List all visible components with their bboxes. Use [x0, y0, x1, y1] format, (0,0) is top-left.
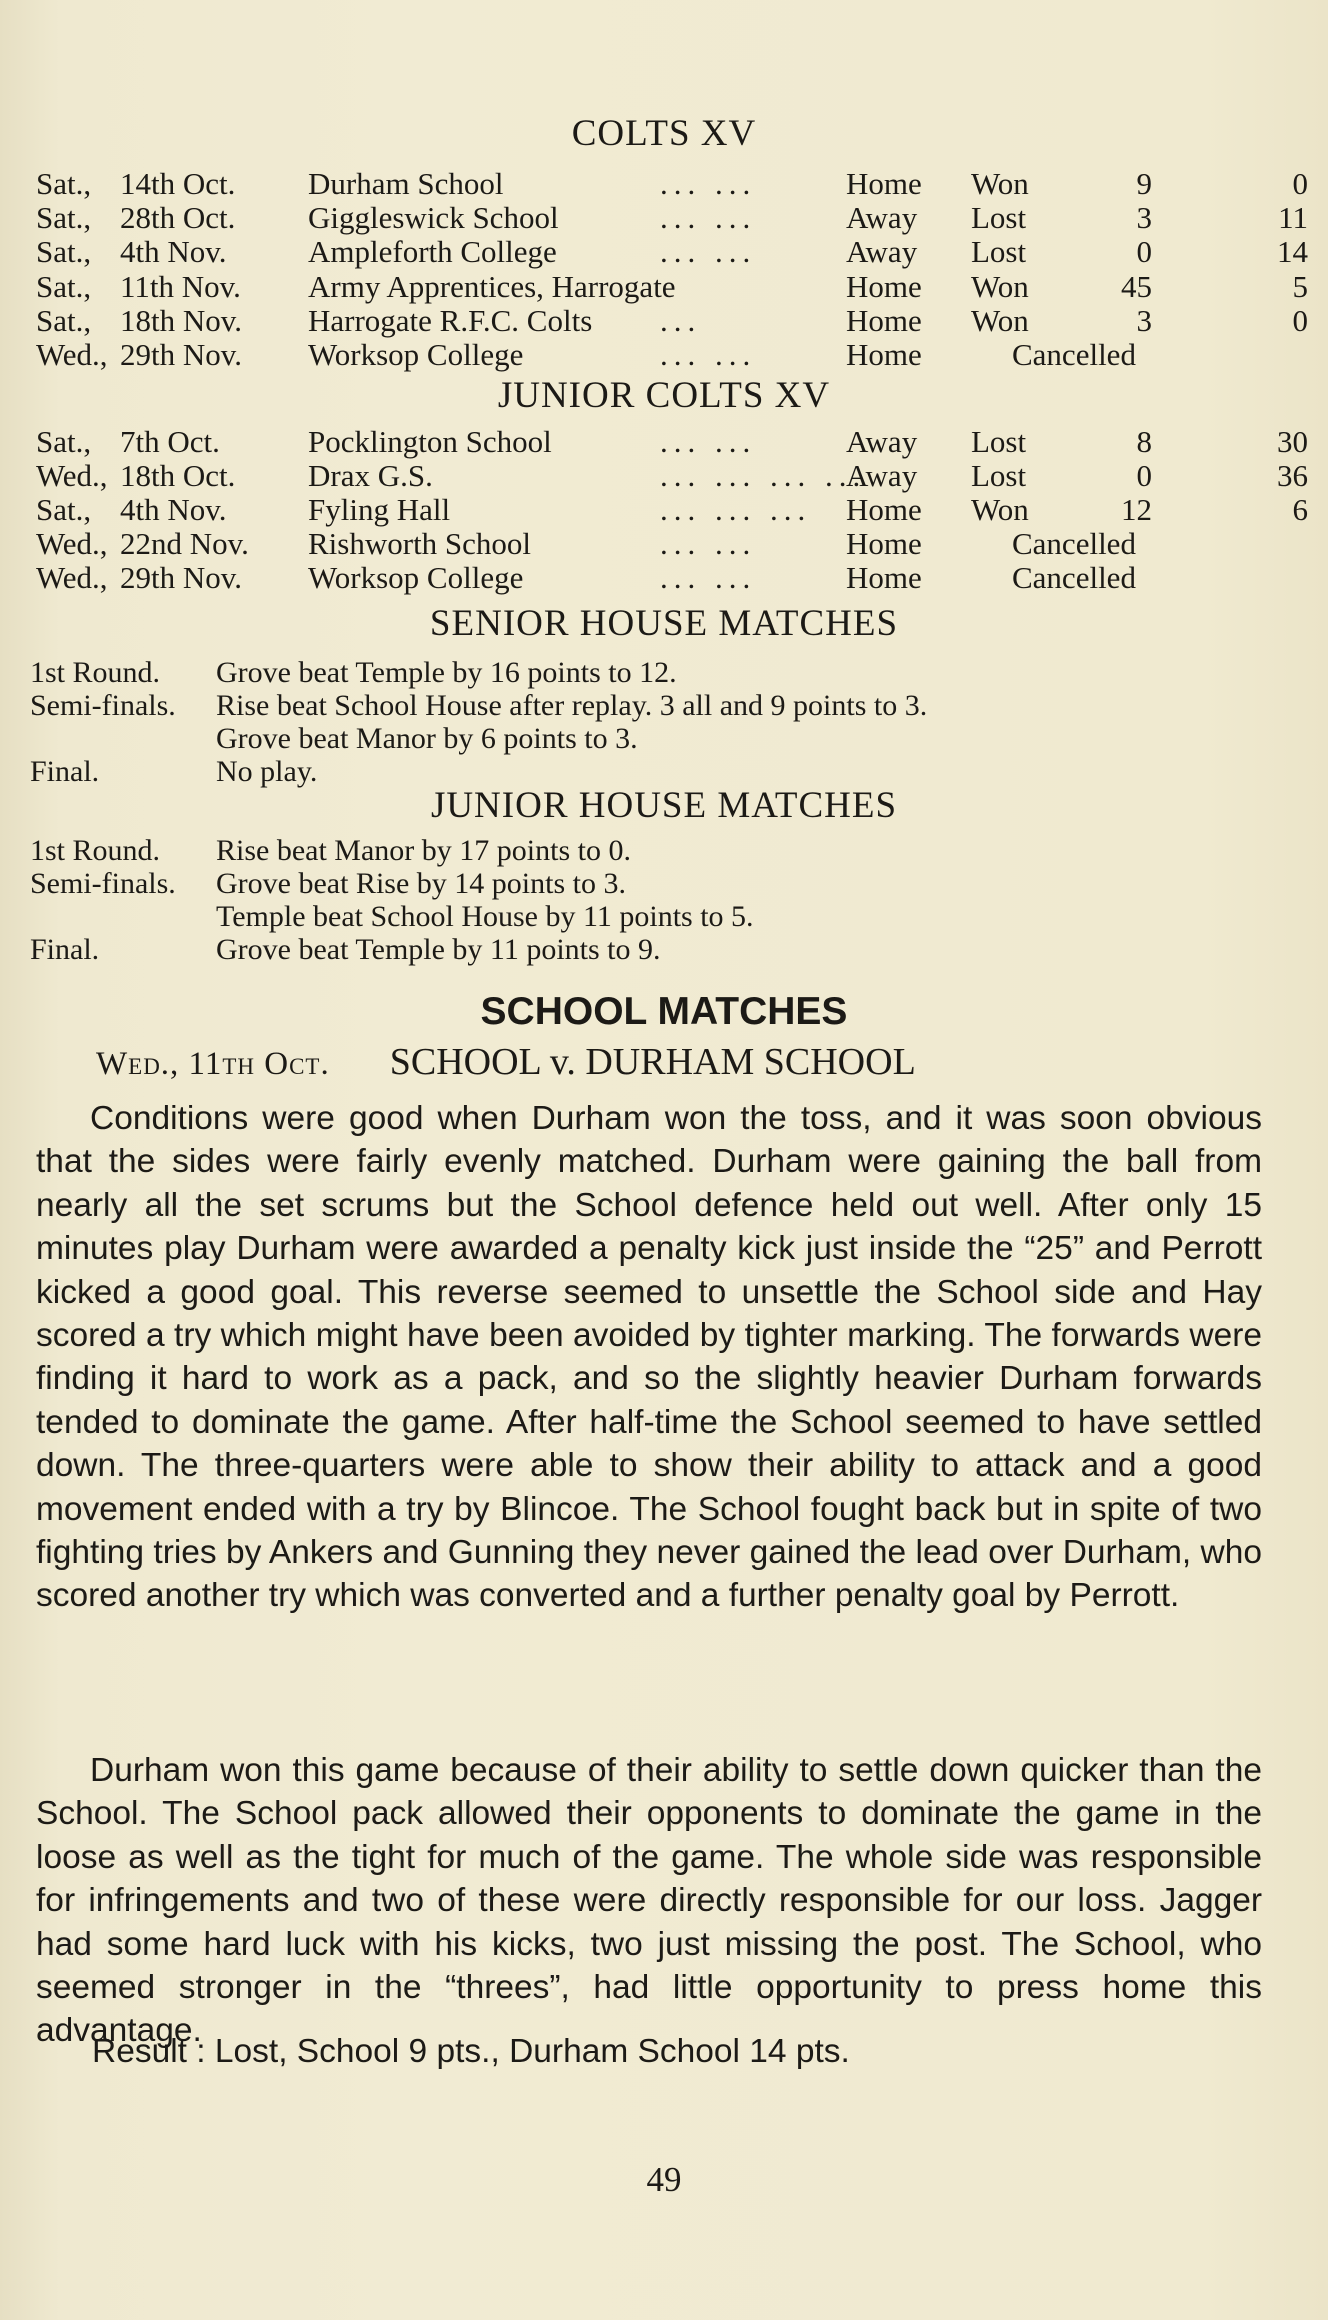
fixture-day: Sat.,: [36, 424, 92, 459]
fixture-leader-dots: ...: [660, 302, 702, 338]
fixture-row: [0, 166, 1328, 202]
fixture-date: 11th Nov.: [120, 268, 241, 304]
fixture-leader-dots: ... ...: [660, 424, 757, 459]
fixture-venue: Away: [846, 234, 918, 270]
fixture-points-against: 11: [1278, 200, 1308, 236]
fixture-row: [0, 269, 1328, 305]
fixture-venue: Home: [846, 268, 922, 304]
fixture-date: 18th Nov.: [120, 302, 242, 338]
fixture-date: 18th Oct.: [120, 458, 236, 493]
fixture-result: Lost: [971, 200, 1027, 236]
fixture-row: [0, 492, 1328, 528]
fixture-venue: Home: [846, 302, 922, 338]
fixture-points-for: 3: [1136, 302, 1152, 338]
fixture-row: [0, 234, 1328, 270]
fixture-points-for: 12: [1121, 492, 1152, 527]
fixture-points-against: 6: [1292, 492, 1308, 527]
fixture-opponent: Pocklington School: [308, 424, 552, 459]
round-label: Final.: [30, 933, 100, 966]
fixture-points-against: 0: [1292, 302, 1308, 338]
senior-house-heading: SENIOR HOUSE MATCHES: [429, 603, 899, 644]
fixture-day: Sat.,: [36, 234, 92, 270]
fixture-day: Wed.,: [36, 458, 108, 493]
fixture-result: Won: [971, 302, 1029, 338]
colts-heading: COLTS XV: [571, 113, 757, 154]
fixture-date: 4th Nov.: [120, 492, 227, 527]
fixture-result: Won: [971, 492, 1029, 527]
fixture-venue: Home: [846, 166, 922, 201]
fixture-opponent: Ampleforth College: [308, 234, 557, 270]
round-label: 1st Round.: [30, 656, 161, 689]
fixture-points-against: 36: [1277, 458, 1308, 493]
fixture-date: 29th Nov.: [120, 560, 242, 595]
fixture-day: Sat.,: [36, 492, 92, 527]
fixture-day: Sat.,: [36, 268, 92, 304]
match-header: [96, 1040, 916, 1084]
fixture-date: 14th Oct.: [120, 166, 236, 201]
match-date: Wed., 11th Oct.: [96, 1046, 330, 1082]
fixture-opponent: Giggleswick School: [308, 200, 559, 236]
fixture-opponent: Drax G.S.: [308, 458, 433, 493]
fixture-row: [0, 337, 1328, 373]
fixture-leader-dots: ... ...: [660, 166, 757, 201]
round-label: Semi-finals.: [30, 689, 176, 722]
fixture-leader-dots: ... ...: [660, 337, 757, 372]
fixture-cancelled: Cancelled: [1012, 526, 1136, 561]
match-report-paragraph-2: Durham won this game because of their ability to settle down quicker than the School. The School pack allowed their opponents to dominate the game in the loose as well as the tight for much of the game. The whole side was responsible for infringements and two of these were directly responsible for our loss. Jagger had some hard luck with his kicks, two just missing the post. The School, who seemed stronger in the “threes”, had little opportunity to press home this advantage.: [36, 1752, 1262, 2050]
school-matches-title: SCHOOL MATCHES: [480, 990, 848, 1033]
round-label: Semi-finals.: [30, 867, 176, 900]
fixture-date: 22nd Nov.: [120, 526, 249, 561]
fixture-day: Wed.,: [36, 337, 108, 372]
fixture-day: Sat.,: [36, 166, 92, 201]
fixture-points-against: 5: [1292, 268, 1308, 304]
fixture-points-for: 0: [1136, 458, 1152, 493]
fixture-row: [0, 526, 1328, 562]
fixture-date: 29th Nov.: [120, 337, 242, 372]
fixture-opponent: Worksop College: [308, 560, 524, 595]
match-report-paragraph-1: Conditions were good when Durham won the toss, and it was soon obvious that the sides were fairly evenly matched. Durham were gaining the ball from nearly all the set scrums but the School defence held out well. After only 15 minutes play Durham were awarded a penalty kick just inside the “25” and Perrott kicked a good goal. This reverse seemed to unsettle the School side and Hay scored a try which might have been avoided by tighter marking. The forwards were finding it hard to work as a pack, and so the slightly heavier Durham forwards tended to dominate the game. After half-time the School seemed to have settled down. The three-quarters were able to show their ability to attack and a good movement ended with a try by Blincoe. The School fought back but in spite of two fighting tries by Ankers and Gunning they never gained the lead over Durham, who scored another try which was converted and a further penalty goal by Perrott.: [36, 1100, 1262, 1615]
round-result: Rise beat School House after replay. 3 all and 9 points to 3.: [216, 689, 928, 722]
fixture-result: Won: [971, 166, 1029, 201]
fixture-venue: Away: [846, 458, 918, 493]
fixture-leader-dots: ... ... ...: [660, 492, 812, 527]
fixture-opponent: Army Apprentices, Harrogate: [308, 268, 676, 304]
fixture-result: Lost: [971, 234, 1027, 270]
fixture-result: Won: [971, 268, 1029, 304]
page-number: 49: [646, 2160, 682, 2199]
round-result: Temple beat School House by 11 points to 5.: [216, 900, 754, 933]
fixture-leader-dots: ... ...: [660, 560, 757, 595]
round-result: Grove beat Rise by 14 points to 3.: [216, 867, 626, 900]
fixture-opponent: Fyling Hall: [308, 492, 451, 527]
fixture-venue: Home: [846, 492, 922, 527]
junior-colts-heading: JUNIOR COLTS XV: [497, 375, 831, 416]
fixture-date: 7th Oct.: [120, 424, 220, 459]
round-result: Grove beat Temple by 16 points to 12.: [216, 656, 677, 689]
fixture-cancelled: Cancelled: [1012, 560, 1136, 595]
fixture-points-for: 9: [1136, 166, 1152, 201]
round-label: 1st Round.: [30, 834, 161, 867]
fixture-venue: Away: [846, 200, 918, 236]
round-result: Rise beat Manor by 17 points to 0.: [216, 834, 631, 867]
fixture-leader-dots: ... ...: [660, 234, 757, 270]
fixture-cancelled: Cancelled: [1012, 337, 1136, 372]
fixture-day: Wed.,: [36, 526, 108, 561]
fixture-day: Wed.,: [36, 560, 108, 595]
fixture-opponent: Harrogate R.F.C. Colts: [308, 302, 593, 338]
fixture-points-for: 0: [1136, 234, 1152, 270]
fixture-points-against: 30: [1277, 424, 1308, 459]
fixture-opponent: Rishworth School: [308, 526, 532, 561]
fixture-result: Lost: [971, 424, 1027, 459]
junior-house-heading: JUNIOR HOUSE MATCHES: [430, 785, 898, 826]
match-title: SCHOOL v. DURHAM SCHOOL: [389, 1041, 916, 1083]
match-result: Result : Lost, School 9 pts., Durham School 14 pts.: [92, 2033, 850, 2070]
fixture-points-for: 8: [1136, 424, 1152, 459]
fixture-venue: Home: [846, 560, 922, 595]
fixture-opponent: Worksop College: [308, 337, 524, 372]
fixture-points-for: 3: [1136, 200, 1152, 236]
fixture-row: [0, 560, 1328, 596]
fixture-leader-dots: ... ...: [660, 200, 757, 236]
fixture-date: 28th Oct.: [120, 200, 236, 236]
fixture-venue: Home: [846, 337, 922, 372]
fixture-day: Sat.,: [36, 302, 92, 338]
round-result: No play.: [216, 755, 318, 788]
fixture-points-against: 0: [1292, 166, 1308, 201]
fixture-points-for: 45: [1121, 268, 1152, 304]
fixture-leader-dots: ... ...: [660, 526, 757, 561]
round-result: Grove beat Temple by 11 points to 9.: [216, 933, 661, 966]
fixture-row: [0, 458, 1328, 494]
fixture-row: [0, 424, 1328, 460]
round-result: Grove beat Manor by 6 points to 3.: [216, 722, 638, 755]
fixture-opponent: Durham School: [308, 166, 504, 201]
fixture-row: [0, 303, 1328, 339]
fixture-points-against: 14: [1277, 234, 1308, 270]
fixture-venue: Home: [846, 526, 922, 561]
round-label: Final.: [30, 755, 100, 788]
fixture-row: [0, 200, 1328, 236]
fixture-day: Sat.,: [36, 200, 92, 236]
fixture-leader-dots: ... ... ... ...: [660, 458, 867, 493]
fixture-result: Lost: [971, 458, 1027, 493]
fixture-date: 4th Nov.: [120, 234, 227, 270]
fixture-venue: Away: [846, 424, 918, 459]
